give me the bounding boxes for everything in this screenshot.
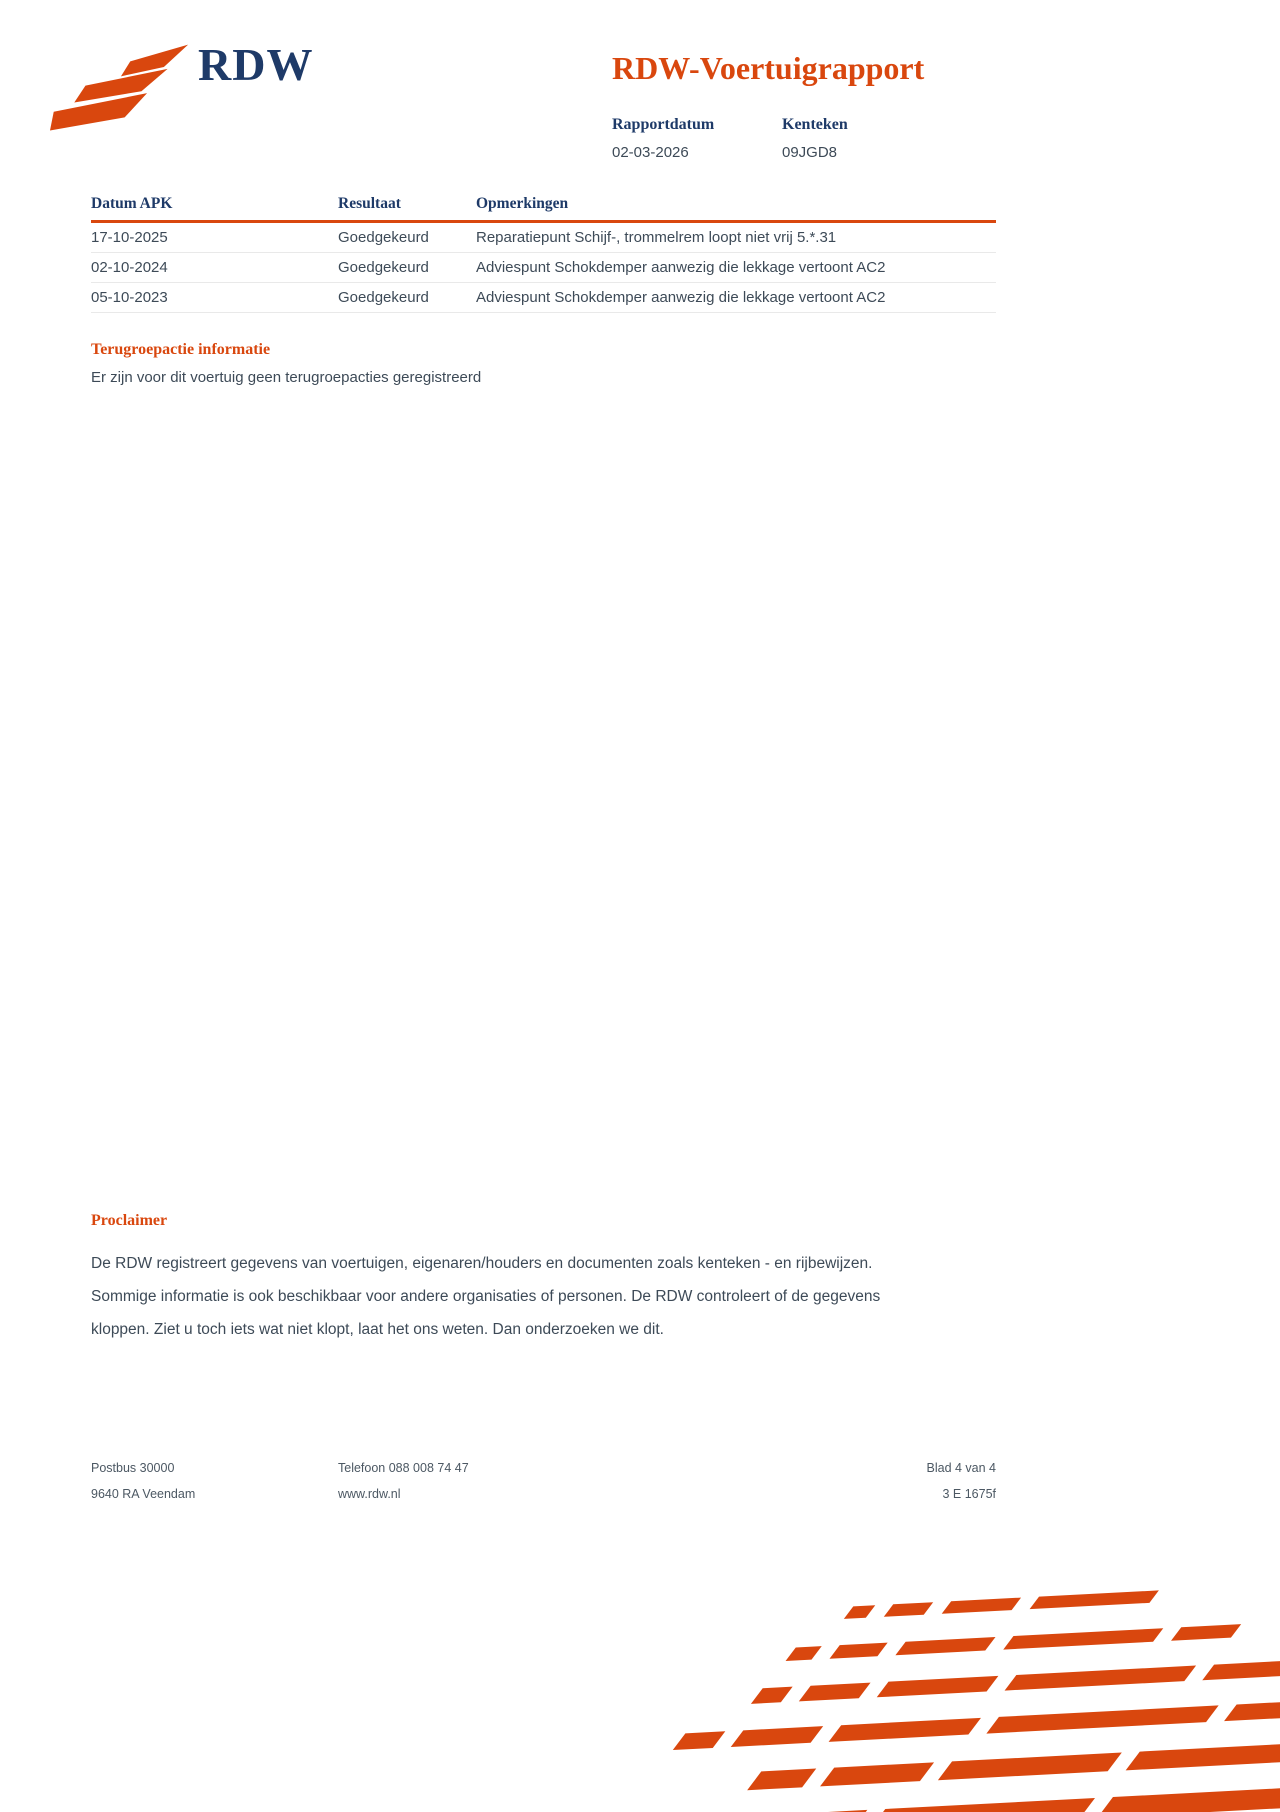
cell-opmerkingen: Reparatiepunt Schijf-, trommelrem loopt niet vrij 5.*.31 xyxy=(476,229,837,246)
license-plate-value: 09JGD8 xyxy=(782,144,838,161)
cell-opmerkingen: Adviespunt Schokdemper aanwezig die lekkage vertoont AC2 xyxy=(476,289,886,306)
rdw-logo-text: RDW xyxy=(198,39,314,90)
table-row xyxy=(91,283,996,313)
cell-datum: 17-10-2025 xyxy=(91,229,168,246)
cell-resultaat: Goedgekeurd xyxy=(338,259,429,276)
footer-address-line1: Postbus 30000 xyxy=(91,1461,175,1475)
cell-datum: 05-10-2023 xyxy=(91,289,168,306)
proclaimer-line: kloppen. Ziet u toch iets wat niet klopt, laat het ons weten. Dan onderzoeken we dit. xyxy=(91,1321,664,1338)
proclaimer-body xyxy=(91,1247,996,1346)
page-footer xyxy=(91,1461,996,1501)
proclaimer-heading: Proclaimer xyxy=(91,1212,168,1229)
column-header-resultaat: Resultaat xyxy=(338,195,401,212)
recall-section-body: Er zijn voor dit voertuig geen terugroepacties geregistreerd xyxy=(91,369,482,386)
table-row xyxy=(91,253,996,283)
recall-section-heading: Terugroepactie informatie xyxy=(91,341,271,358)
table-header-row xyxy=(91,195,996,223)
column-header-datum-apk: Datum APK xyxy=(91,195,173,212)
proclaimer-line: Sommige informatie is ook beschikbaar voor andere organisaties of personen. De RDW controleert of de gegevens xyxy=(91,1288,881,1305)
footer-address-line2: 9640 RA Veendam xyxy=(91,1487,196,1501)
column-header-opmerkingen: Opmerkingen xyxy=(476,195,569,212)
footer-doc-code: 3 E 1675f xyxy=(942,1487,996,1501)
footer-page-number: Blad 4 van 4 xyxy=(926,1461,996,1475)
cell-resultaat: Goedgekeurd xyxy=(338,229,429,246)
report-date-label: Rapportdatum xyxy=(612,116,715,133)
table-row xyxy=(91,223,996,253)
footer-phone: Telefoon 088 008 74 47 xyxy=(338,1461,469,1475)
license-plate-label: Kenteken xyxy=(782,116,848,133)
cell-opmerkingen: Adviespunt Schokdemper aanwezig die lekkage vertoont AC2 xyxy=(476,259,886,276)
cell-datum: 02-10-2024 xyxy=(91,259,168,276)
report-date-value: 02-03-2026 xyxy=(612,144,689,161)
rdw-stripes-pattern xyxy=(665,1540,1280,1812)
footer-website: www.rdw.nl xyxy=(338,1487,401,1501)
apk-history-table xyxy=(91,195,996,313)
document-title: RDW-Voertuigrapport xyxy=(612,50,925,86)
rdw-swoosh-icon xyxy=(50,38,190,138)
cell-resultaat: Goedgekeurd xyxy=(338,289,429,306)
proclaimer-line: De RDW registreert gegevens van voertuigen, eigenaren/houders en documenten zoals kenteken - en rijbewijzen. xyxy=(91,1255,873,1272)
